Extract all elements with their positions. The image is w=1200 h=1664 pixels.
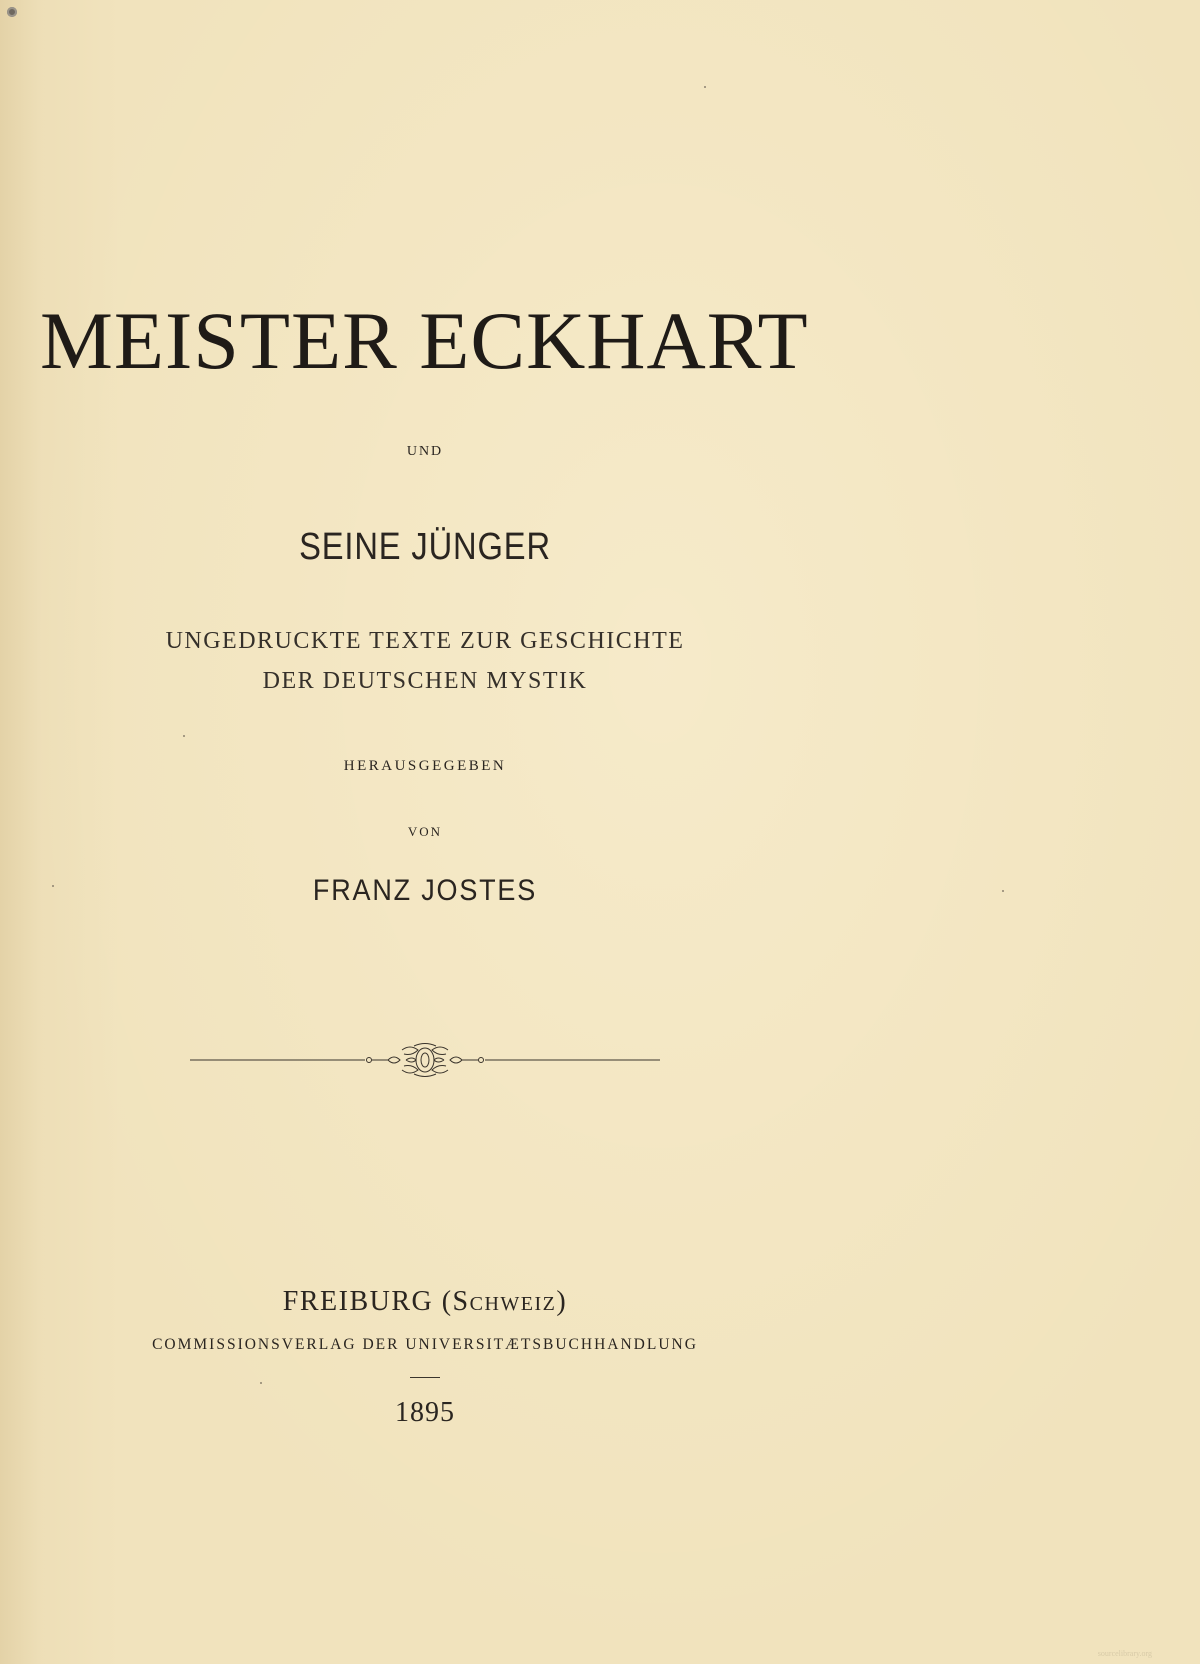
scroll-flourish-icon [190,1040,660,1080]
by-label: VON [407,824,443,839]
publication-year: 1895 [395,1397,455,1428]
paper-speck [704,86,706,88]
paper-speck [260,1382,262,1384]
region-open: (S [441,1286,470,1317]
paper-speck [52,885,54,887]
watermark: sourcelibrary.org [1097,1649,1152,1658]
conjunction-und: UND [406,444,444,459]
paper-speck [183,735,185,737]
edited-label: HERAUSGEGEBEN [343,758,507,774]
short-divider [410,1377,440,1378]
imprint-city [0,1286,850,1318]
publisher-name: COMMISSIONSVERLAG DER UNIVERSITÆTSBUCHHANDLUNG [152,1336,698,1353]
book-subtitle: SEINE JÜNGER [299,526,551,568]
punch-hole-icon [7,7,17,17]
author-name: FRANZ JOSTES [312,874,538,907]
book-title: MEISTER ECKHART [40,295,809,386]
region-name: CHWEIZ [469,1293,557,1315]
paper-speck [1002,890,1004,892]
city-name: FREIBURG [282,1286,434,1317]
region-close: ) [556,1286,568,1317]
description-line-2: DER DEUTSCHEN MYSTIK [262,668,588,694]
description-line-1: UNGEDRUCKTE TEXTE ZUR GESCHICHTE [165,628,685,654]
